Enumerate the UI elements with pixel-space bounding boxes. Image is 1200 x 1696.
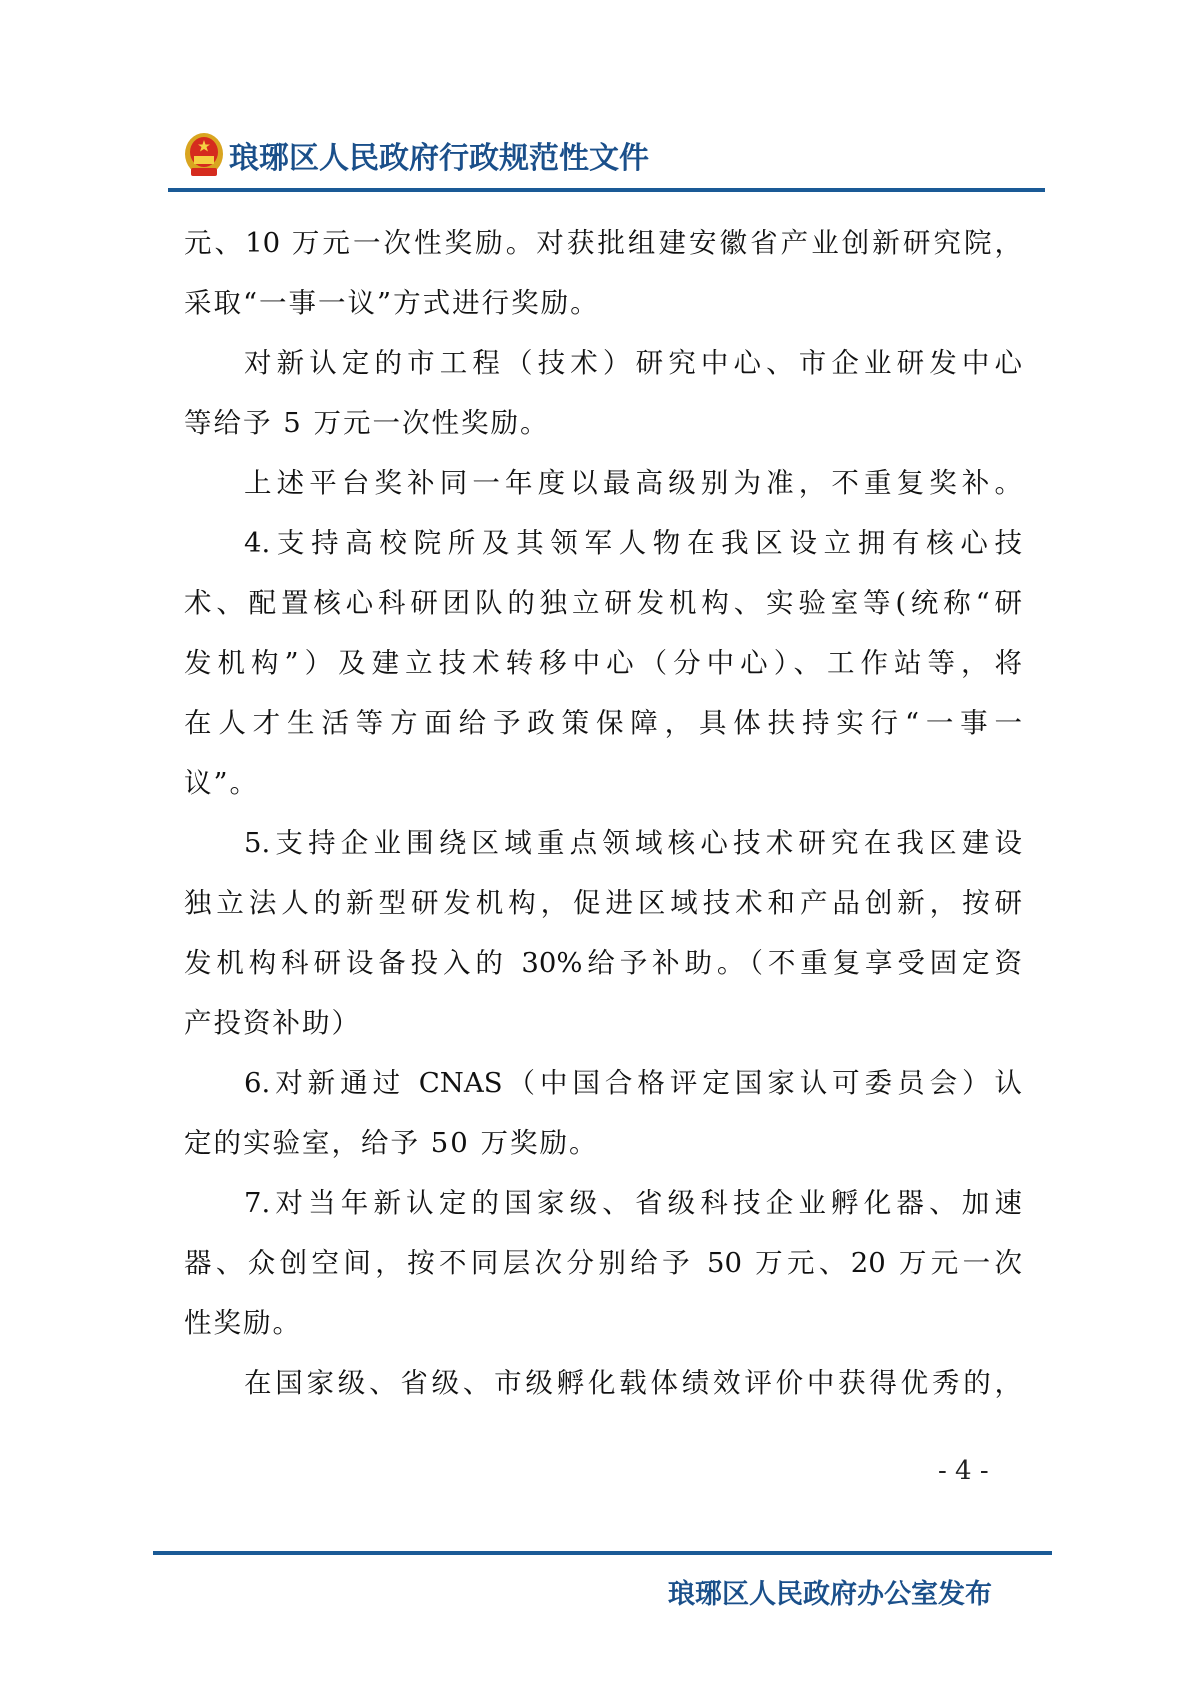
body-text-line: 元、10 万元一次性奖励。对获批组建安徽省产业创新研究院， <box>184 227 1022 259</box>
document-header-title: 琅琊区人民政府行政规范性文件 <box>229 141 649 176</box>
document-header <box>183 132 649 178</box>
body-text-line: 术、配置核心科研团队的独立研发机构、实验室等(统称“研 <box>184 587 1022 619</box>
page-number: - 4 - <box>938 1456 989 1486</box>
body-text-line: 定的实验室，给予 50 万奖励。 <box>184 1127 599 1159</box>
document-body <box>184 220 1022 1420</box>
body-text-line: 发机构科研设备投入的 30%给予补助。（不重复享受固定资 <box>184 947 1022 979</box>
body-text-line: 器、众创空间，按不同层次分别给予 50 万元、20 万元一次 <box>184 1247 1022 1279</box>
body-text-line: 7.对当年新认定的国家级、省级科技企业孵化器、加速 <box>244 1187 1022 1219</box>
body-text-line: 上述平台奖补同一年度以最高级别为准，不重复奖补。 <box>244 467 1022 499</box>
body-text-line: 采取“一事一议”方式进行奖励。 <box>184 287 600 319</box>
body-text-line: 4.支持高校院所及其领军人物在我区设立拥有核心技 <box>244 527 1022 559</box>
body-text-line: 发机构”）及建立技术转移中心（分中心）、工作站等，将 <box>184 647 1022 679</box>
footer-divider <box>153 1551 1052 1555</box>
header-divider <box>168 188 1045 192</box>
body-text-line: 在人才生活等方面给予政策保障，具体扶持实行“一事一 <box>184 707 1022 739</box>
footer-publisher: 琅琊区人民政府办公室发布 <box>668 1579 992 1610</box>
body-text-line: 产投资补助） <box>184 1007 361 1039</box>
body-text-line: 性奖励。 <box>184 1307 302 1339</box>
national-emblem-icon <box>183 132 225 178</box>
body-text-line: 等给予 5 万元一次性奖励。 <box>184 407 550 439</box>
body-text-line: 独立法人的新型研发机构，促进区域技术和产品创新，按研 <box>184 887 1022 919</box>
body-text-line: 议”。 <box>184 767 260 799</box>
body-text-line: 5.支持企业围绕区域重点领域核心技术研究在我区建设 <box>244 827 1022 859</box>
body-text-line: 在国家级、省级、市级孵化载体绩效评价中获得优秀的， <box>244 1367 1022 1399</box>
body-text-line: 6.对新通过 CNAS（中国合格评定国家认可委员会）认 <box>244 1067 1022 1099</box>
body-text-line: 对新认定的市工程（技术）研究中心、市企业研发中心 <box>244 347 1022 379</box>
